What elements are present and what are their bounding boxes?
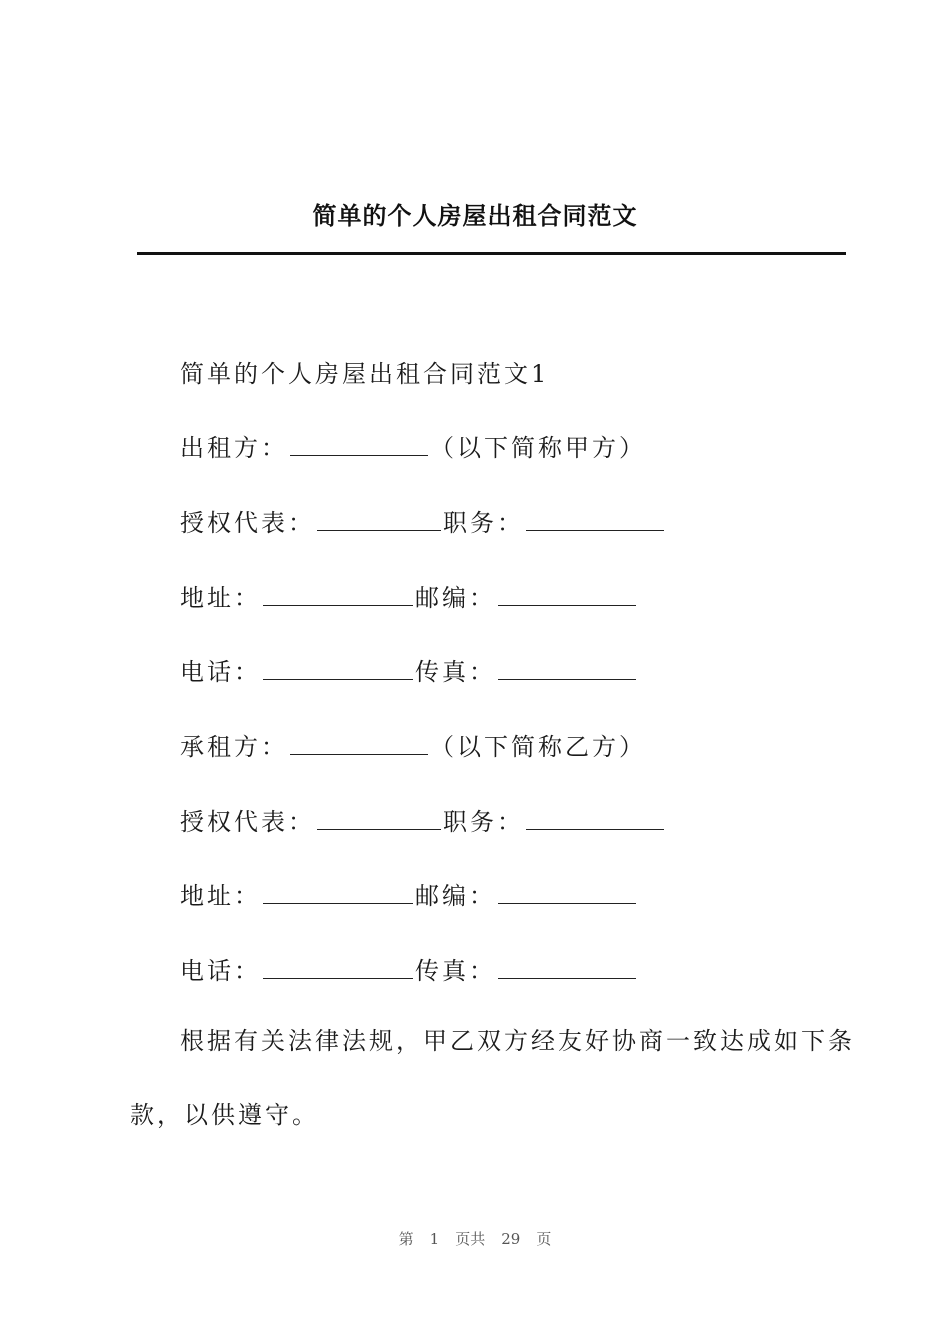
- tenant-suffix: （以下简称乙方）: [430, 733, 646, 761]
- landlord-address-label: 地址：: [180, 584, 261, 612]
- page-footer: [0, 1228, 950, 1249]
- landlord-rep-line: [180, 503, 666, 538]
- tenant-address-blank: [263, 883, 413, 904]
- landlord-postcode-blank: [498, 585, 636, 606]
- tenant-position-label: 职务：: [443, 808, 524, 836]
- tenant-address-label: 地址：: [180, 882, 261, 910]
- landlord-postcode-label: 邮编：: [415, 584, 496, 612]
- tenant-phone-line: [180, 951, 638, 986]
- landlord-rep-label: 授权代表：: [180, 509, 315, 537]
- landlord-phone-line: [180, 652, 638, 687]
- landlord-label: 出租方：: [180, 434, 288, 462]
- tenant-blank: [290, 734, 428, 755]
- tenant-phone-blank: [263, 958, 413, 979]
- tenant-rep-blank: [317, 809, 441, 830]
- tenant-phone-label: 电话：: [180, 957, 261, 985]
- tenant-position-blank: [526, 809, 664, 830]
- tenant-line: [180, 727, 646, 762]
- tenant-fax-blank: [498, 958, 636, 979]
- landlord-position-label: 职务：: [443, 509, 524, 537]
- landlord-fax-label: 传真：: [415, 658, 496, 686]
- footer-total-pages: 29: [501, 1230, 521, 1248]
- tenant-rep-label: 授权代表：: [180, 808, 315, 836]
- tenant-address-line: [180, 876, 638, 911]
- tenant-label: 承租方：: [180, 733, 288, 761]
- landlord-address-line: [180, 578, 638, 613]
- footer-page-number: 1: [429, 1230, 440, 1248]
- section-heading: 简单的个人房屋出租合同范文1: [180, 360, 550, 388]
- landlord-rep-blank: [317, 510, 441, 531]
- tenant-postcode-label: 邮编：: [415, 882, 496, 910]
- landlord-address-blank: [263, 585, 413, 606]
- landlord-line: [180, 428, 646, 463]
- tenant-postcode-blank: [498, 883, 636, 904]
- landlord-fax-blank: [498, 659, 636, 680]
- landlord-blank: [290, 435, 428, 456]
- footer-page-suffix: 页: [536, 1230, 552, 1248]
- tenant-rep-line: [180, 802, 666, 837]
- title-divider: [137, 252, 846, 255]
- landlord-phone-blank: [263, 659, 413, 680]
- footer-page-mid: 页共: [455, 1230, 486, 1248]
- footer-page-prefix: 第: [398, 1230, 414, 1248]
- landlord-phone-label: 电话：: [180, 658, 261, 686]
- document-title: 简单的个人房屋出租合同范文: [312, 202, 638, 230]
- intro-paragraph: 根据有关法律法规，甲乙双方经友好协商一致达成如下条款，以供遵守。: [130, 1027, 855, 1129]
- landlord-suffix: （以下简称甲方）: [430, 434, 646, 462]
- landlord-position-blank: [526, 510, 664, 531]
- tenant-fax-label: 传真：: [415, 957, 496, 985]
